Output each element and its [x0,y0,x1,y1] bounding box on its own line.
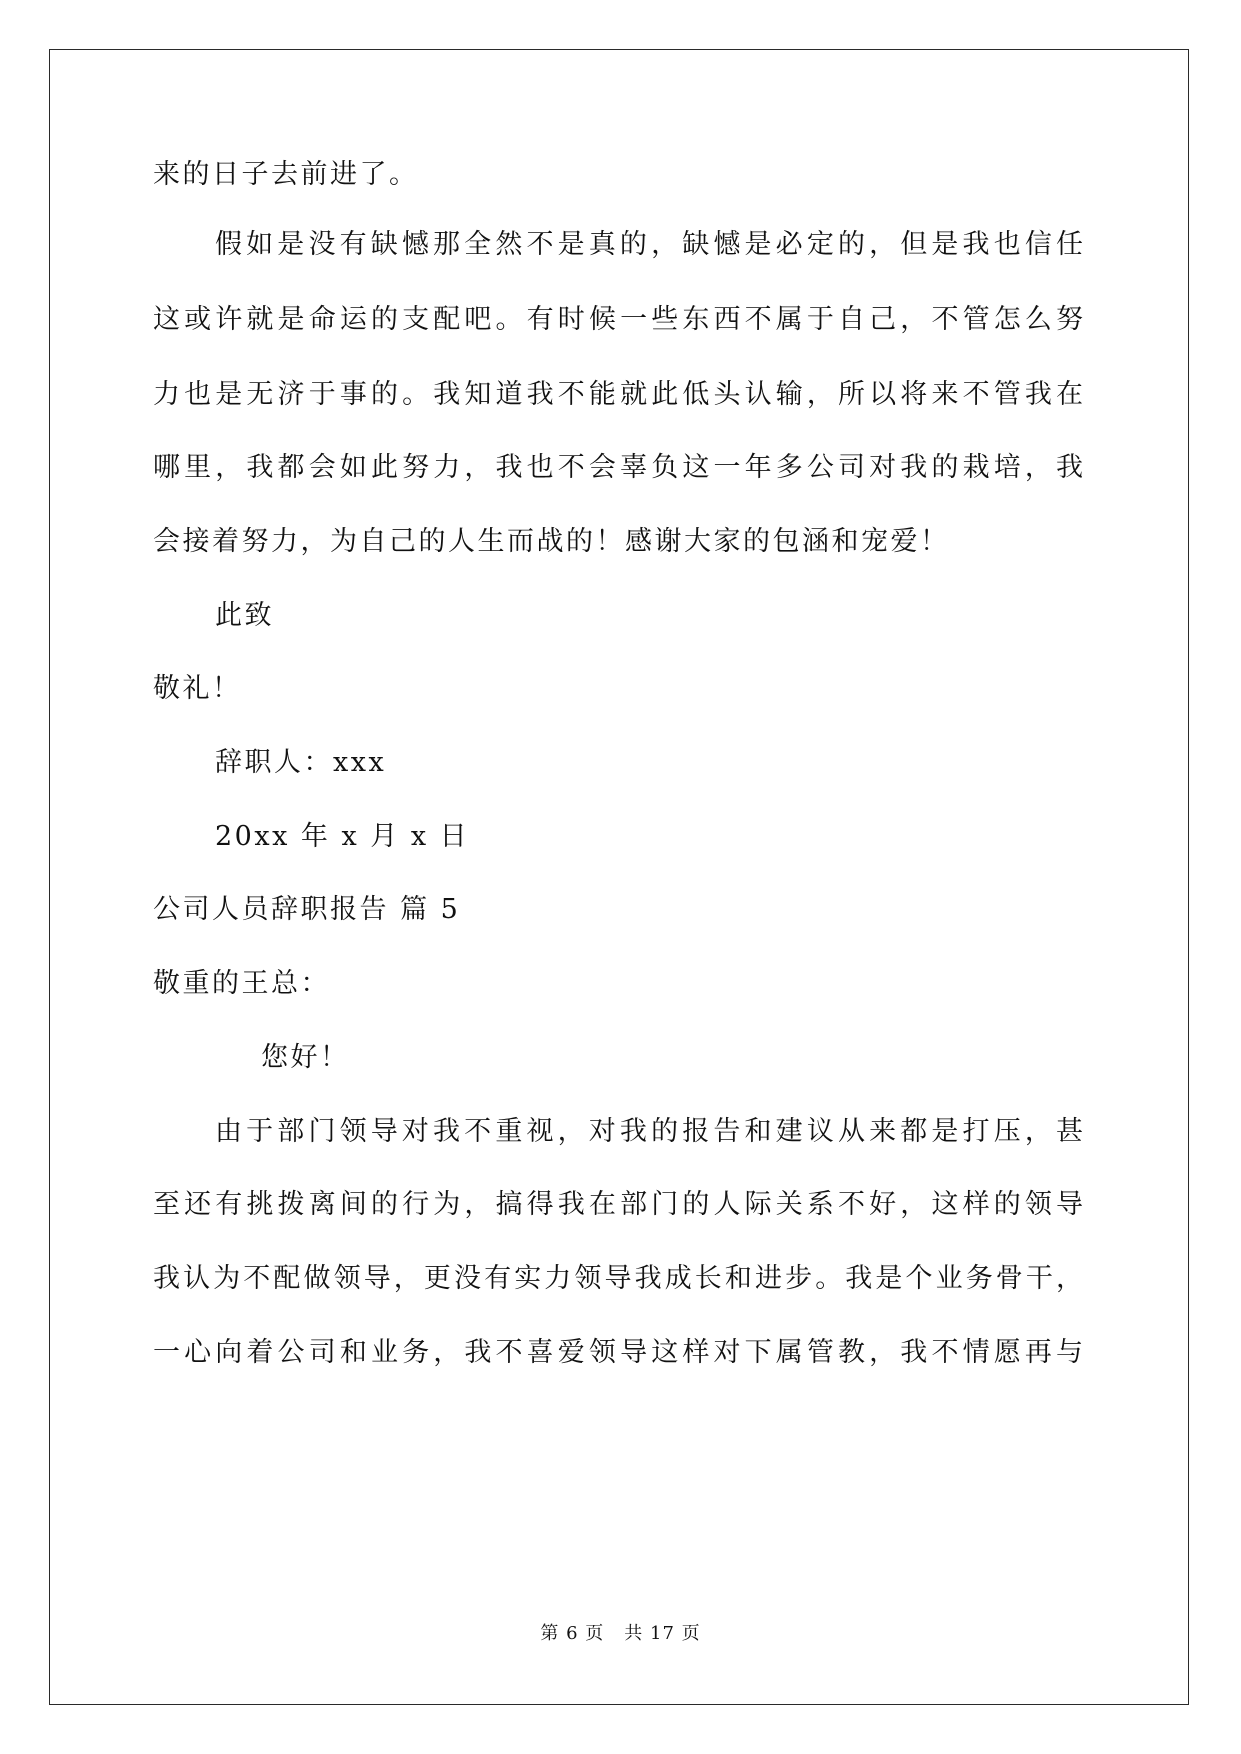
text-line: 哪里，我都会如此努力，我也不会辜负这一年多公司对我的栽培，我 [153,452,1083,483]
text-line: 假如是没有缺憾那全然不是真的，缺憾是必定的，但是我也信任 [215,229,1083,260]
text-line: 我认为不配做领导，更没有实力领导我成长和进步。我是个业务骨干， [153,1263,1083,1294]
page-number: 第 6 页 [540,1623,605,1644]
text-line: 一心向着公司和业务，我不喜爱领导这样对下属管教，我不情愿再与 [153,1337,1083,1368]
text-line: 至还有挑拨离间的行为，搞得我在部门的人际关系不好，这样的领导 [153,1189,1083,1220]
greeting-addressee: 敬重的王总： [153,968,330,999]
page-border [49,49,1189,1705]
text-line: 由于部门领导对我不重视，对我的报告和建议从来都是打压，甚 [215,1116,1083,1147]
text-line: 来的日子去前进了。 [153,159,419,190]
signature-line: 辞职人：xxx [215,747,387,778]
page-total: 共 17 页 [624,1623,701,1644]
greeting: 您好！ [261,1042,350,1073]
text-line: 会接着努力，为自己的人生而战的！感谢大家的包涵和宠爱！ [153,526,950,557]
date-line: 20xx 年 x 月 x 日 [215,821,470,852]
closing-regards: 敬礼！ [153,673,242,704]
closing-salutation: 此致 [215,600,274,631]
text-line: 力也是无济于事的。我知道我不能就此低头认输，所以将来不管我在 [153,379,1083,410]
text-line: 这或许就是命运的支配吧。有时候一些东西不属于自己，不管怎么努 [153,304,1083,335]
section-heading: 公司人员辞职报告 篇 5 [153,894,461,925]
page-footer [0,1622,1241,1646]
